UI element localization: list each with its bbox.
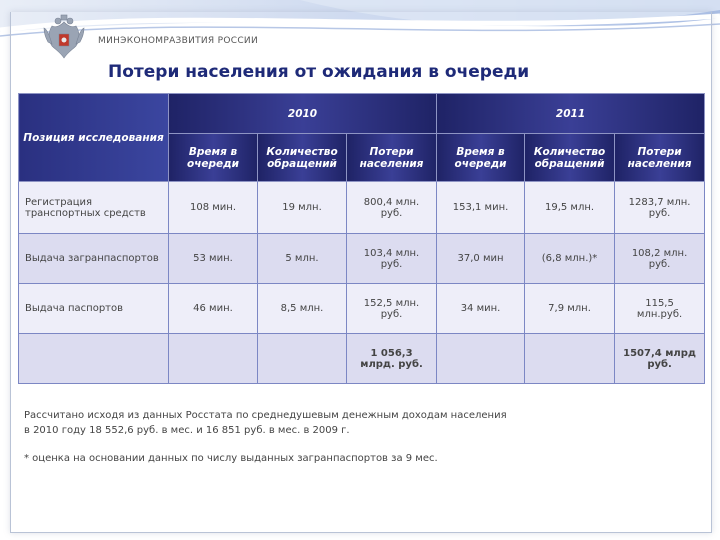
table-row <box>19 234 705 284</box>
subheader-losses: Потери населения <box>347 134 437 182</box>
table-cell: 37,0 мин <box>437 234 525 284</box>
table-cell: 53 мин. <box>169 234 258 284</box>
table-cell: 19,5 млн. <box>525 182 615 234</box>
row-label: Выдача паспортов <box>19 284 169 334</box>
table-cell: 1283,7 млн. руб. <box>615 182 705 234</box>
subheader-time: Время в очереди <box>437 134 525 182</box>
table-cell: 34 мин. <box>437 284 525 334</box>
subheader-count: Количество обращений <box>258 134 347 182</box>
table-cell <box>437 334 525 384</box>
table-cell: 103,4 млн. руб. <box>347 234 437 284</box>
row-label: Регистрация транспортных средств <box>19 182 169 234</box>
table-cell: 108 мин. <box>169 182 258 234</box>
ministry-name: МИНЭКОНОМРАЗВИТИЯ РОССИИ <box>98 36 258 46</box>
table-cell: 800,4 млн. руб. <box>347 182 437 234</box>
note-line: в 2010 году 18 552,6 руб. в мес. и 16 851 руб. в мес. в 2009 г. <box>24 425 350 436</box>
table-cell: 5 млн. <box>258 234 347 284</box>
table-cell: 153,1 мин. <box>437 182 525 234</box>
table-cell <box>258 334 347 384</box>
table-cell: 115,5 млн.руб. <box>615 284 705 334</box>
year-header-2011: 2011 <box>437 94 705 134</box>
table-row <box>19 284 705 334</box>
coat-of-arms-icon <box>40 14 88 66</box>
table-cell <box>19 334 169 384</box>
source-note <box>24 408 507 438</box>
table-cell: 108,2 млн. руб. <box>615 234 705 284</box>
table-cell: 8,5 млн. <box>258 284 347 334</box>
subheader-losses: Потери населения <box>615 134 705 182</box>
year-header-2010: 2010 <box>169 94 437 134</box>
subheader-time: Время в очереди <box>169 134 258 182</box>
table-cell: (6,8 млн.)* <box>525 234 615 284</box>
page-title: Потери населения от ожидания в очереди <box>108 62 530 82</box>
row-label: Выдача загранпаспортов <box>19 234 169 284</box>
total-2010: 1 056,3 млрд. руб. <box>347 334 437 384</box>
table-cell <box>169 334 258 384</box>
note-line: Рассчитано исходя из данных Росстата по среднедушевым денежным доходам населения <box>24 410 507 421</box>
total-2011: 1507,4 млрд руб. <box>615 334 705 384</box>
table-cell: 19 млн. <box>258 182 347 234</box>
table-row <box>19 182 705 234</box>
losses-table <box>18 93 705 384</box>
table-cell: 46 мин. <box>169 284 258 334</box>
table-cell: 7,9 млн. <box>525 284 615 334</box>
footnote: * оценка на основании данных по числу выданных загранпаспортов за 9 мес. <box>24 453 438 464</box>
subheader-count: Количество обращений <box>525 134 615 182</box>
totals-row <box>19 334 705 384</box>
table-cell: 152,5 млн. руб. <box>347 284 437 334</box>
table-cell <box>525 334 615 384</box>
position-header: Позиция исследования <box>19 94 169 182</box>
